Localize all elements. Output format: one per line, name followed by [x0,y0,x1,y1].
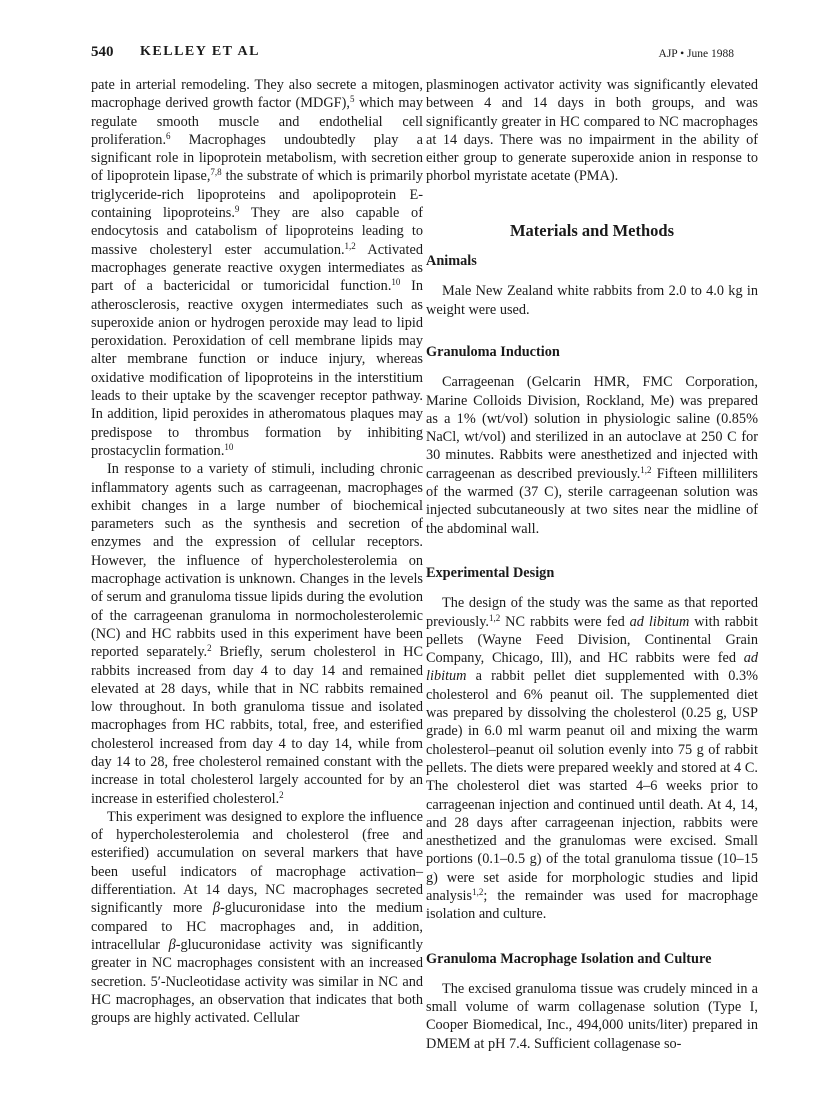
citation: 6 [166,130,171,141]
subheading-animals: Animals [426,253,477,270]
intro-paragraph-1: pate in arterial remodeling. They also secrete a mitogen, macrophage derived growth factor (MDGF),$^5$ which may regulate smooth muscle and endothelial cell proliferation.$^6$ Macrophages undoubtedly play a significant role in lipoprotein metabolism, with secretion of lipoprotein lipase,$^{7,8}$ the substrate of which is primarily triglyceride-rich lipoproteins and apolipoprotein E-containing lipoproteins.$^9$ They are also capable of endocytosis and catabolism of lipoproteins leading to massive cholesteryl ester accumulation.$^{1,2}$ Activated macrophages generate reactive oxygen intermediates as part of a bactericidal or tumoricidal function.$^{10}$ In atherosclerosis, reactive oxygen intermediates such as superoxide anion or hydrogen peroxide may lead to lipid peroxidation. Peroxidation of cell membrane lipids may alter membrane function or induce injury, whereas oxidative modification of lipoproteins in the interstitium leads to their uptake by the scavenger receptor pathway. In addition, lipid peroxides in atheromatous plaques may predispose to thrombus formation by inhibiting prostacyclin formation.$^{10}$ [91,77,424,459]
design-paragraph: The design of the study was the same as that reported previously.$^{1,2}$ NC rabbits were fed ad libitum with rabbit pellets (Wayne Feed Division, Continental Grain Company, Chicago, Ill), and HC rabbits were fed ad libitum a rabbit pellet diet supplemented with 0.3% cholesterol and 6% peanut oil. The supplemented diet was prepared by dissolving the cholesterol (0.25 g, USP grade) in 6.0 ml warm peanut oil and mixing the warm cholesterol–peanut oil solution evenly into 75 g of rabbit pellets. The diets were prepared weekly and stored at 4 C. The cholesterol diet was started 4–6 weeks prior to carrageenan injection and continued until death. At 4, 14, and 28 days after carrageenan injection, rabbits were anesthetized and the granulomas were excised. Small portions (0.1–0.5 g) of the total granuloma tissue (10–15 g) were set aside for morphologic studies and lipid analysis$^{1,2}$; the remainder was used for macrophage isolation and culture. [426,595,758,923]
citation: 1,2 [472,886,484,897]
running-head-authors: KELLEY ET AL [140,44,260,59]
citation: 5 [349,94,355,105]
intro-paragraph-2: In response to a variety of stimuli, including chronic inflammatory agents such as carrageenan, macrophages exhibit changes in a large number of biochemical parameters such as the synthesis and secretion of enzymes and the expression of cellular receptors. However, the influence of hypercholesterolemia on macrophage activation is unknown. Changes in the levels of serum and granuloma tissue lipids during the evolution of the carrageenan granuloma in normocholesterolemic (NC) and HC rabbits used in this experiment have been reported separately.$^2$ Briefly, serum cholesterol in HC rabbits increased from day 4 to day 14 and remained elevated at 28 days, while that in NC rabbits remained low throughout. In both granuloma tissue and isolated macrophages from HC rabbits, total, free, and esterified cholesterol increased from day 4 to day 14, while from day 14 to 28, free cholesterol remained constant with the increase in total cholesterol largely accounted for by an increase in esterified cholesterol.$^2$ [91,461,423,807]
citation: 1,2 [344,240,356,251]
citation: 1,2 [640,464,652,475]
right-column [426,76,758,1053]
page-number: 540 [91,44,114,60]
citation: 9 [234,204,240,215]
citation: 10 [391,277,401,288]
citation: 10 [224,441,234,452]
citation: 1,2 [489,612,501,623]
running-head-journal: AJP • June 1988 [658,48,734,60]
citation: 2 [279,789,284,800]
animals-paragraph: Male New Zealand white rabbits from 2.0 to 4.0 kg in weight were used. [426,283,758,318]
subheading-macrophage-isolation: Granuloma Macrophage Isolation and Culture [426,950,712,967]
section-title: Materials and Methods [509,220,675,240]
intro-paragraph-continued: plasminogen activator activity was significantly elevated between 4 and 14 days in both groups, and was significantly greater in HC compared to NC macrophages at 14 days. There was no impairment in the ability of either group to generate superoxide anion in response to phorbol myristate acetate (PMA). [426,77,758,185]
subheading-experimental-design: Experimental Design [426,564,555,581]
citation: 7,8 [210,167,222,178]
subheading-granuloma-induction: Granuloma Induction [426,343,560,360]
intro-paragraph-3: This experiment was designed to explore the influence of hypercholesterolemia and cholesterol (free and esterified) accumulation on several markers that have been useful indicators of macrophage activation–differentiation. At 14 days, NC macrophages secreted significantly more β-glucuronidase into the medium compared to HC macrophages and, in addition, intracellular β-glucuronidase activity was significantly greater in NC macrophages consistent with an increased secretion. 5′-Nucleotidase activity was similar in NC and HC macrophages, an observation that indicates that both groups are highly activated. Cellular [91,808,424,1027]
citation: 2 [207,643,212,654]
isolation-paragraph: The excised granuloma tissue was crudely minced in a small volume of warm collagenase solution (Type I, Cooper Biomedical, Inc., 494,000 units/liter) prepared in DMEM at pH 7.4. Sufficient collagenase so- [426,980,758,1052]
granuloma-paragraph: Carrageenan (Gelcarin HMR, FMC Corporation, Marine Colloids Division, Rockland, Me) was prepared as a 1% (wt/vol) solution in physiologic saline (0.85% NaCl, wt/vol) and sterilized in an autoclave at 250 C for 30 minutes. Rabbits were anesthetized and injected with carrageenan as described previously.$^{1,2}$ Fifteen milliliters of the warmed (37 C), sterile carrageenan solution was injected subcutaneously at two sites near the midline of the abdominal wall. [426,374,758,537]
left-column [91,76,423,1027]
